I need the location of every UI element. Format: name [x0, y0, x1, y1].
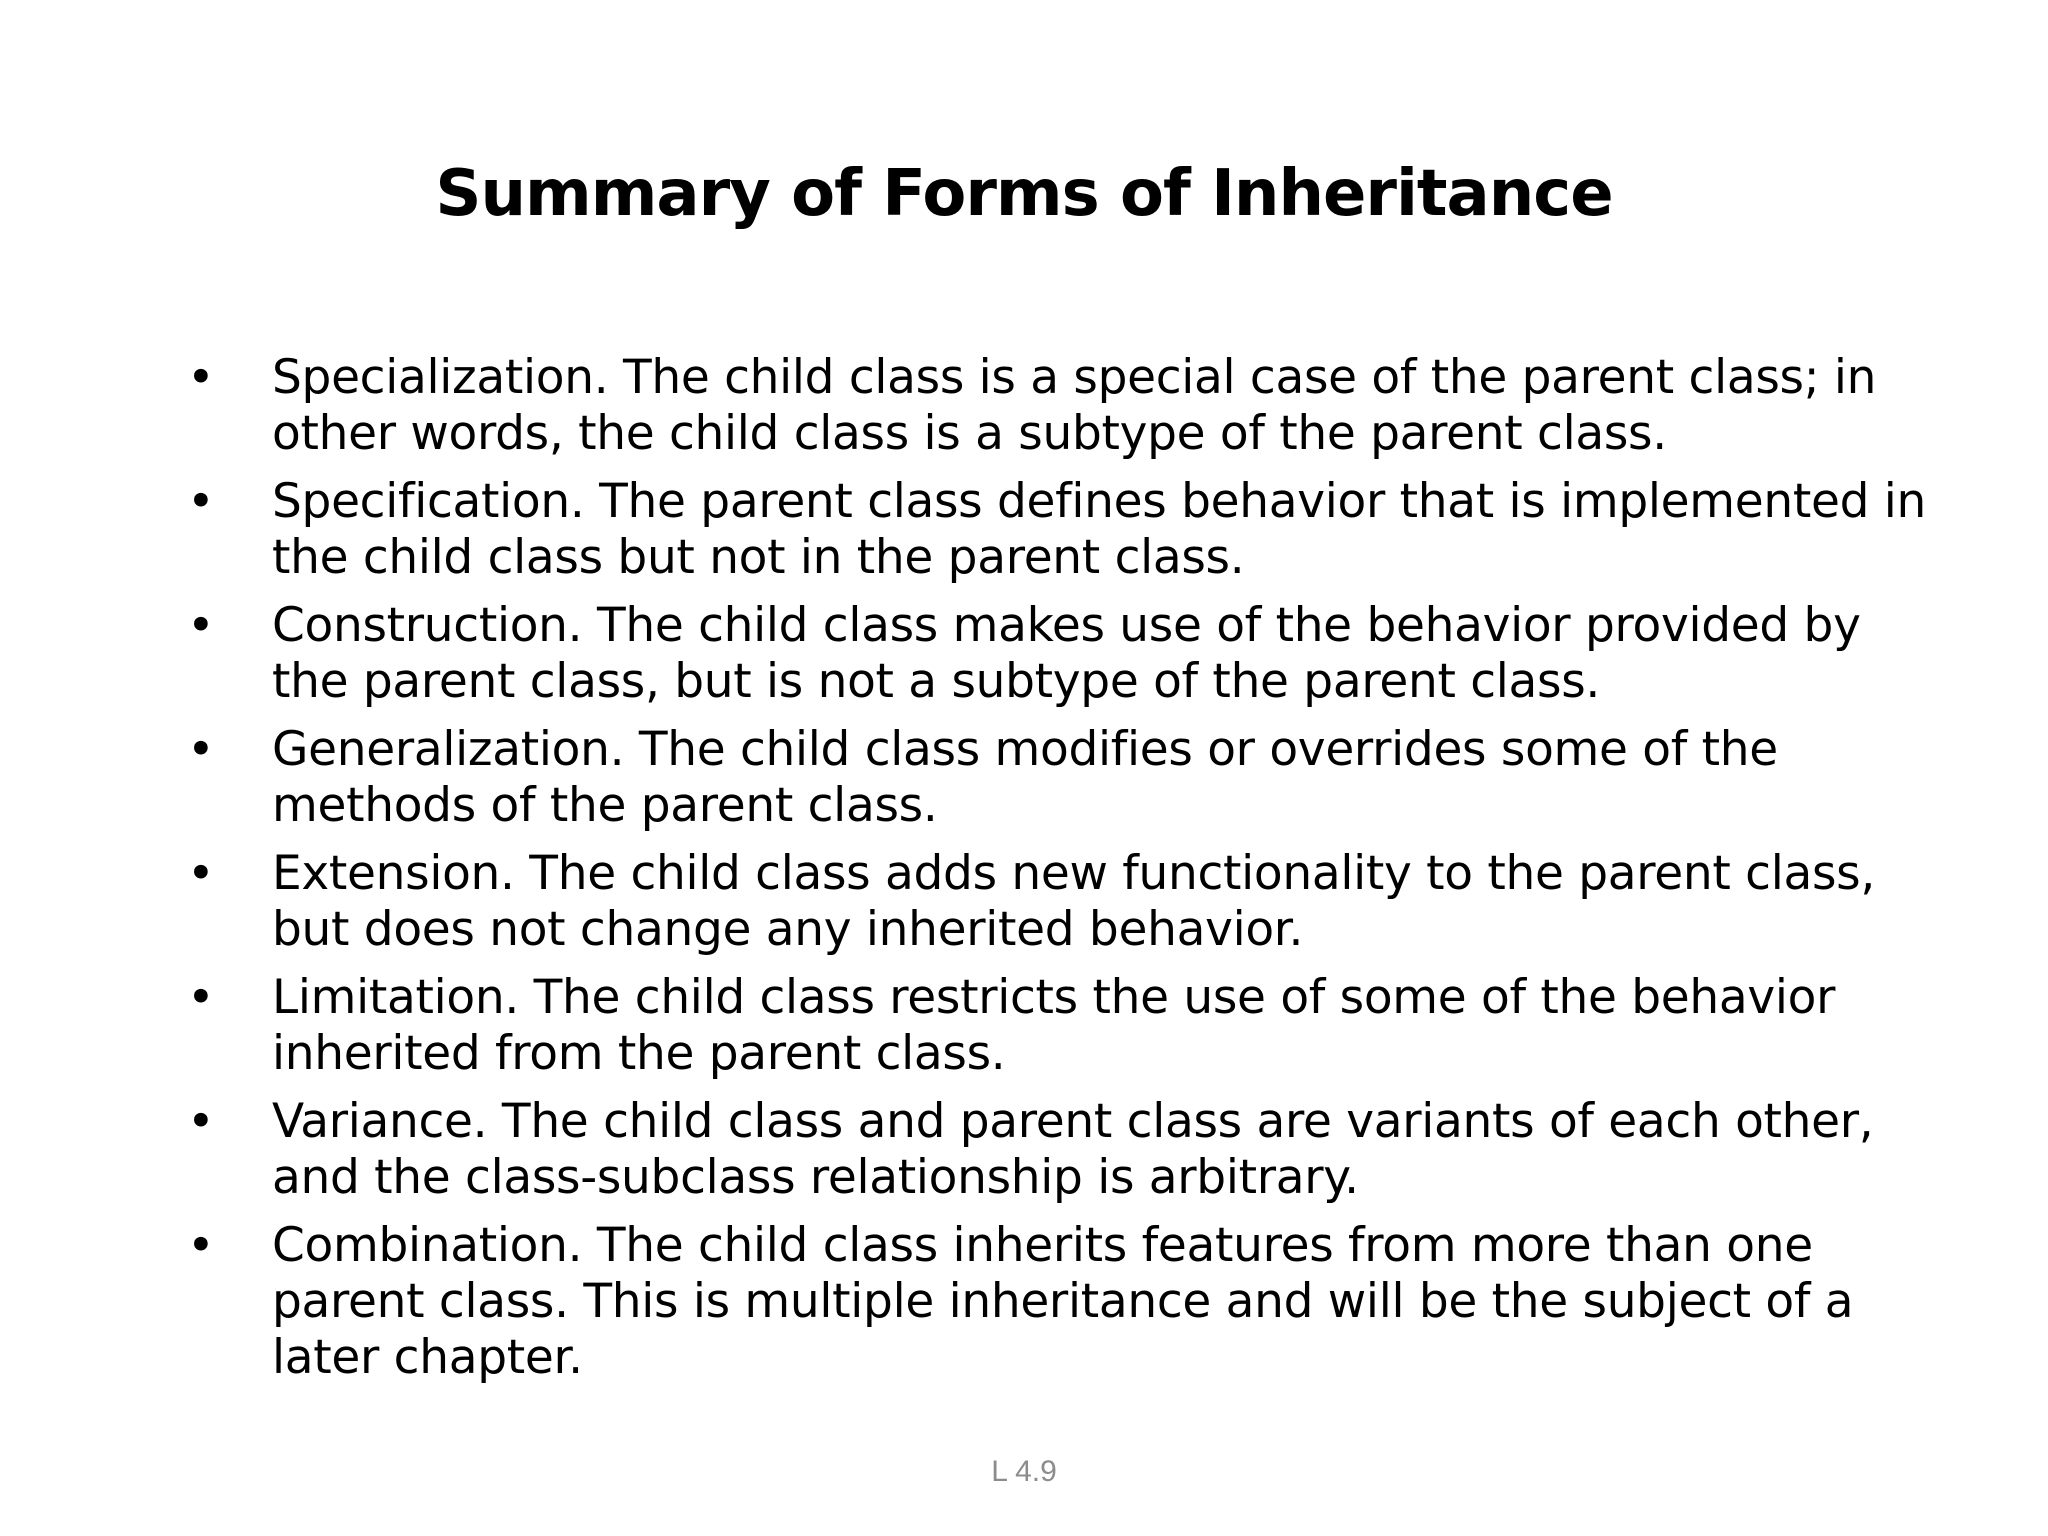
- slide-number: L 4.9: [991, 1455, 1057, 1488]
- bullet-item-generalization: [187, 722, 1927, 834]
- bullet-dot-icon: •: [187, 474, 215, 529]
- bullet-dot-icon: •: [187, 350, 215, 405]
- bullet-item-construction: [187, 598, 1927, 710]
- bullet-text: Extension. The child class adds new functionality to the parent class, but does not change any inherited behavior.: [272, 846, 1875, 957]
- bullet-text: Specification. The parent class defines behavior that is implemented in the child class but not in the parent class.: [272, 474, 1926, 585]
- bullet-text: Variance. The child class and parent class are variants of each other, and the class-subclass relationship is arbitrary.: [272, 1094, 1874, 1205]
- bullet-item-combination: [187, 1218, 1927, 1386]
- bullet-dot-icon: •: [187, 1218, 215, 1273]
- bullet-item-extension: [187, 846, 1927, 958]
- bullet-item-variance: [187, 1094, 1927, 1206]
- bullet-item-specialization: [187, 350, 1927, 462]
- bullet-dot-icon: •: [187, 1094, 215, 1149]
- bullet-list: [187, 350, 1927, 1398]
- bullet-item-specification: [187, 474, 1927, 586]
- bullet-dot-icon: •: [187, 970, 215, 1025]
- bullet-text: Generalization. The child class modifies or overrides some of the methods of the parent class.: [272, 722, 1778, 833]
- bullet-item-limitation: [187, 970, 1927, 1082]
- bullet-dot-icon: •: [187, 846, 215, 901]
- bullet-dot-icon: •: [187, 722, 215, 777]
- bullet-text: Combination. The child class inherits features from more than one parent class. This is multiple inheritance and will be the subject of a later chapter.: [272, 1218, 1854, 1385]
- bullet-dot-icon: •: [187, 598, 215, 653]
- bullet-text: Specialization. The child class is a special case of the parent class; in other words, the child class is a subtype of the parent class.: [272, 350, 1877, 461]
- bullet-text: Construction. The child class makes use of the behavior provided by the parent class, but is not a subtype of the parent class.: [272, 598, 1861, 709]
- bullet-text: Limitation. The child class restricts the use of some of the behavior inherited from the parent class.: [272, 970, 1836, 1081]
- slide-title: Summary of Forms of Inheritance: [435, 157, 1613, 231]
